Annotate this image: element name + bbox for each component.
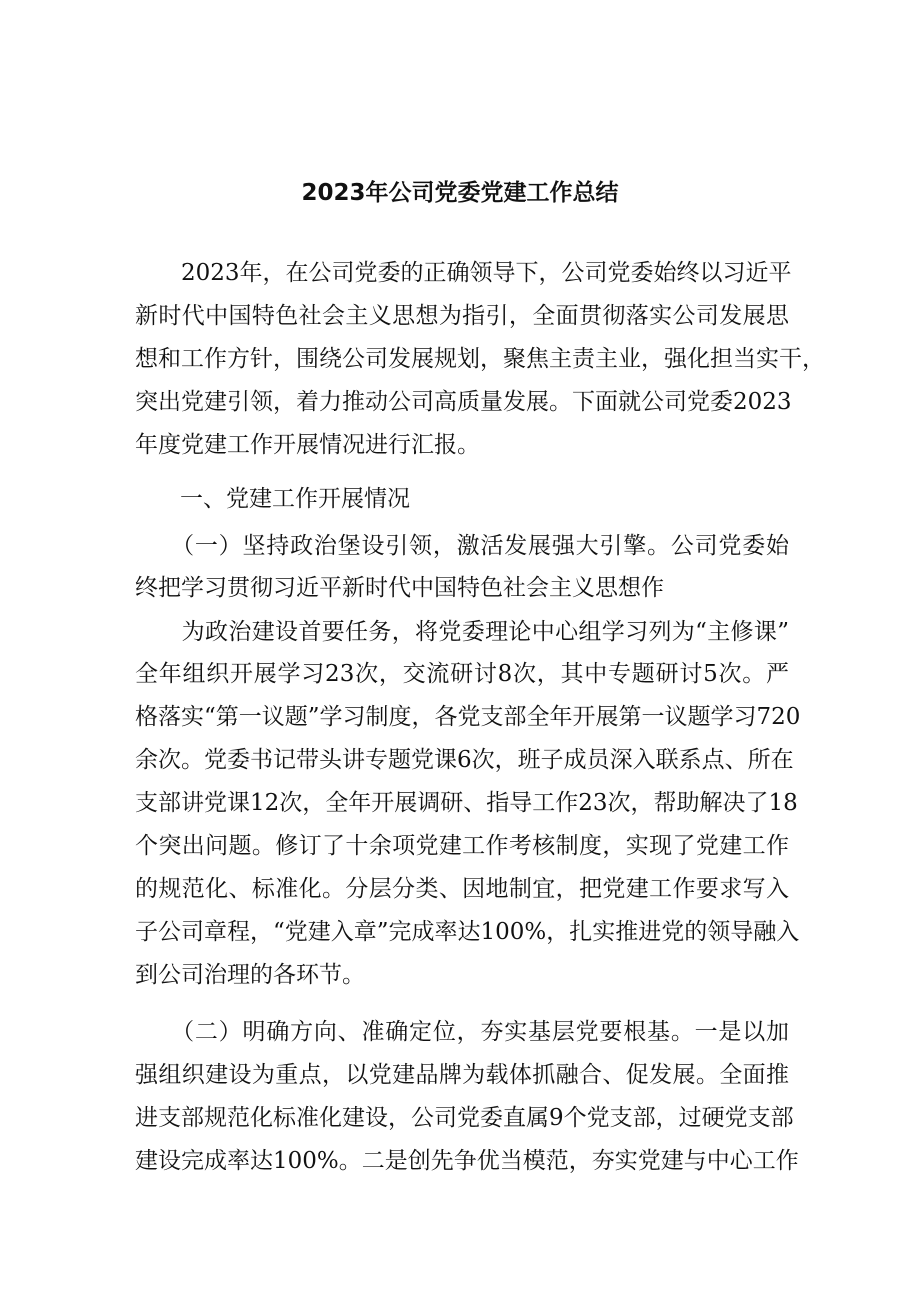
paragraph-line: 到公司治理的各环节。 <box>135 962 365 988</box>
paragraph-line: 年度党建工作开展情况进行汇报。 <box>135 432 480 458</box>
paragraph-line: 的规范化、标准化。分层分类、因地制宜，把党建工作要求写入 <box>135 876 789 902</box>
paragraph-line: 突出党建引领，着力推动公司高质量发展。下面就公司党委2023 <box>135 389 792 415</box>
paragraph-line: 全年组织开展学习23次，交流研讨8次，其中专题研讨5次。严 <box>135 661 789 687</box>
paragraph-line: （一）坚持政治堡设引领，激活发展强大引擎。公司党委始 <box>135 533 789 559</box>
paragraph-line: 余次。党委书记带头讲专题党课6次，班子成员深入联系点、所在 <box>135 747 794 773</box>
paragraph-line: 个突出问题。修订了十余项党建工作考核制度，实现了党建工作 <box>135 833 789 859</box>
paragraph-line: 子公司章程，“党建入章”完成率达100%，扎实推进党的领导融入 <box>135 919 800 945</box>
paragraph-line: 终把学习贯彻习近平新时代中国特色社会主义思想作 <box>135 575 664 601</box>
section-heading: 一、党建工作开展情况 <box>180 486 410 512</box>
paragraph-line: 为政治建设首要任务，将党委理论中心组学习列为“主修课” <box>135 619 789 645</box>
paragraph-line: 强组织建设为重点，以党建品牌为载体抓融合、促发展。全面推 <box>135 1062 789 1088</box>
paragraph-line: 进支部规范化标准化建设，公司党委直属9个党支部，过硬党支部 <box>135 1105 794 1131</box>
paragraph-line: 建设完成率达100%。二是创先争优当模范，夯实党建与中心工作 <box>135 1148 799 1174</box>
paragraph-line: 支部讲党课12次，全年开展调研、指导工作23次，帮助解决了18 <box>135 790 798 816</box>
paragraph-line: 想和工作方针，围绕公司发展规划，聚焦主责主业，强化担当实干， <box>135 346 825 372</box>
document-title: 2023年公司党委党建工作总结 <box>301 180 619 206</box>
paragraph-line: 2023年，在公司党委的正确领导下，公司党委始终以习近平 <box>135 260 792 286</box>
paragraph-line: 格落实“第一议题”学习制度，各党支部全年开展第一议题学习720 <box>135 704 801 730</box>
paragraph-line: （二）明确方向、准确定位，夯实基层党要根基。一是以加 <box>135 1019 789 1045</box>
paragraph-line: 新时代中国特色社会主义思想为指引，全面贯彻落实公司发展思 <box>135 303 789 329</box>
